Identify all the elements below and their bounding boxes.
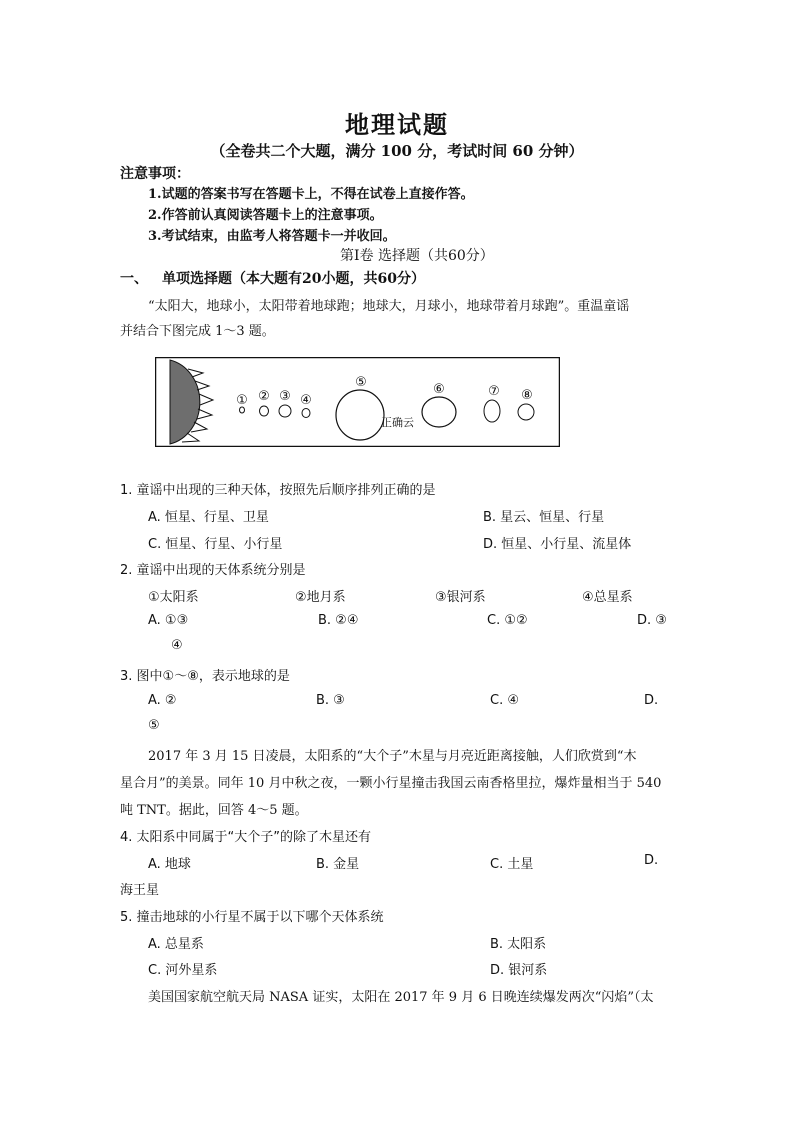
part1-title: 第Ⅰ卷 选择题（共60分） <box>340 248 494 264</box>
q4-option-b: B. 金星 <box>316 857 360 872</box>
diagram-label-6: ⑥ <box>433 382 445 397</box>
q3-option-b: B. ③ <box>316 693 345 708</box>
diagram-frame <box>156 358 560 447</box>
q3-option-d: D. <box>644 693 659 708</box>
diagram-overlay-text: 正确云 <box>381 416 414 429</box>
page-title: 地理试题 <box>345 110 449 139</box>
passage2-line2: 星合月”的美景。同年 10 月中秋之夜，一颗小行星撞击我国云南香格里拉，爆炸量相当于 540 <box>120 776 662 791</box>
q1-stem: 1. 童谣中出现的三种天体，按照先后顺序排列正确的是 <box>120 483 436 498</box>
passage2-line3: 吨 TNT。据此，回答 4～5 题。 <box>120 803 308 818</box>
q2-item-4: ④总星系 <box>582 590 633 605</box>
diagram-label-8: ⑧ <box>521 388 533 403</box>
page-subtitle: （全卷共二个大题，满分 100 分，考试时间 60 分钟） <box>210 142 584 160</box>
q2-option-b: B. ②④ <box>318 613 359 628</box>
q1-option-d: D. 恒星、小行星、流星体 <box>483 537 632 552</box>
q5-option-c: C. 河外星系 <box>148 963 218 978</box>
q5-option-d: D. 银河系 <box>490 963 548 978</box>
section-number: 一、 <box>120 271 148 287</box>
passage2-line1: 2017 年 3 月 15 日凌晨，太阳系的“大个子”木星与月亮近距离接触，人们欣赏到“木 <box>148 749 637 764</box>
q4-option-c: C. 土星 <box>490 857 534 872</box>
section-title: 单项选择题（本大题有20小题，共60分） <box>162 271 425 287</box>
diagram-label-5: ⑤ <box>355 375 367 390</box>
q4-option-d-wrap: 海王星 <box>120 883 160 898</box>
diagram-label-7: ⑦ <box>488 384 500 399</box>
q2-option-d-wrap: ④ <box>171 638 183 653</box>
q2-stem: 2. 童谣中出现的天体系统分别是 <box>120 563 306 578</box>
q4-stem: 4. 太阳系中同属于“大个子”的除了木星还有 <box>120 830 372 845</box>
solar-system-diagram <box>155 357 560 447</box>
q2-option-a: A. ①③ <box>148 613 189 628</box>
q3-stem: 3. 图中①～⑧，表示地球的是 <box>120 669 290 684</box>
notes-item-2: 2.作答前认真阅读答题卡上的注意事项。 <box>148 208 383 223</box>
q2-item-1: ①太阳系 <box>148 590 199 605</box>
q2-item-2: ②地月系 <box>295 590 346 605</box>
diagram-label-4: ④ <box>300 393 312 408</box>
q3-option-c: C. ④ <box>490 693 519 708</box>
q4-option-d: D. <box>644 853 659 868</box>
passage1-line2: 并结合下图完成 1～3 题。 <box>120 324 275 339</box>
q4-option-a: A. 地球 <box>148 857 191 872</box>
notes-heading: 注意事项： <box>120 166 190 182</box>
q5-stem: 5. 撞击地球的小行星不属于以下哪个天体系统 <box>120 910 384 925</box>
q5-option-b: B. 太阳系 <box>490 937 547 952</box>
diagram-label-1: ① <box>236 393 248 408</box>
q2-item-3: ③银河系 <box>435 590 486 605</box>
notes-item-1: 1.试题的答案书写在答题卡上，不得在试卷上直接作答。 <box>148 187 474 202</box>
passage1-line1: “太阳大，地球小，太阳带着地球跑；地球大，月球小，地球带着月球跑”。重温童谣 <box>148 299 630 314</box>
q2-option-c: C. ①② <box>487 613 528 628</box>
q1-option-b: B. 星云、恒星、行星 <box>483 510 605 525</box>
q3-option-d-wrap: ⑤ <box>148 718 160 733</box>
q1-option-c: C. 恒星、行星、小行星 <box>148 537 283 552</box>
passage3-line1: 美国国家航空航天局 NASA 证实，太阳在 2017 年 9 月 6 日晚连续爆发两次“闪焰”（太 <box>148 990 654 1005</box>
diagram-label-2: ② <box>258 389 270 404</box>
q2-option-d: D. ③ <box>637 613 667 628</box>
notes-item-3: 3.考试结束，由监考人将答题卡一并收回。 <box>148 229 396 244</box>
q1-option-a: A. 恒星、行星、卫星 <box>148 510 269 525</box>
q3-option-a: A. ② <box>148 693 177 708</box>
q5-option-a: A. 总星系 <box>148 937 204 952</box>
diagram-label-3: ③ <box>279 389 291 404</box>
